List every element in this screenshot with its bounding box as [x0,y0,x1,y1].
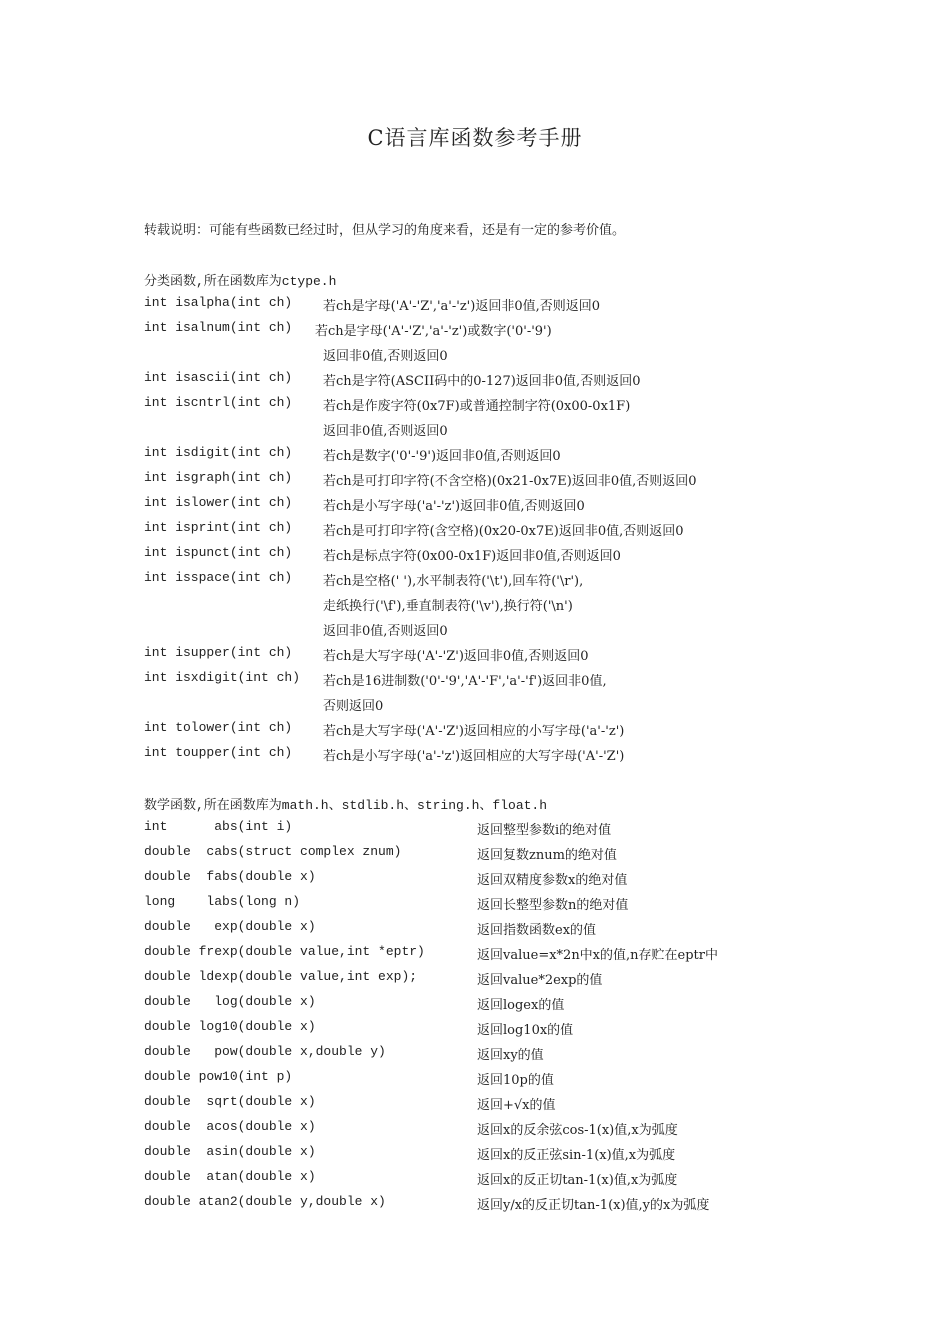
function-row [0,819,950,843]
function-description: 若ch是标点字符(0x00-0x1F)返回非0值,否则返回0 [323,549,621,564]
function-description: 若ch是空格(' '),水平制表符('\t'),回车符('\r'), [323,574,584,589]
function-row [0,844,950,868]
function-signature: int isalpha(int ch) [144,295,293,310]
function-row [0,720,950,744]
function-description: 否则返回0 [323,699,384,714]
function-row [0,1094,950,1118]
function-row [0,320,950,344]
function-signature: double pow10(int p) [144,1069,293,1084]
function-signature: double exp(double x) [144,919,316,934]
function-signature: int isxdigit(int ch) [144,670,301,685]
function-signature: int isspace(int ch) [144,570,293,585]
function-description: 返回logex的值 [477,998,565,1013]
function-row [0,869,950,893]
function-description: 若ch是大写字母('A'-'Z')返回相应的小写字母('a'-'z') [323,724,625,739]
function-description: 若ch是可打印字符(含空格)(0x20-0x7E)返回非0值,否则返回0 [323,524,684,539]
function-row [0,969,950,993]
function-description: 返回10p的值 [477,1073,554,1088]
function-description: 走纸换行('\f'),垂直制表符('\v'),换行符('\n') [323,599,573,614]
function-signature: int isascii(int ch) [144,370,293,385]
function-description: 返回复数znum的绝对值 [477,848,617,863]
function-row [0,595,950,619]
repost-note: 转载说明：可能有些函数已经过时，但从学习的角度来看，还是有一定的参考价值。 [144,223,626,238]
function-signature: int ispunct(int ch) [144,545,293,560]
function-signature: double sqrt(double x) [144,1094,316,1109]
function-row [0,620,950,644]
function-row [0,994,950,1018]
function-row [0,295,950,319]
function-row [0,395,950,419]
function-row [0,919,950,943]
function-row [0,495,950,519]
function-description: 若ch是字符(ASCII码中的0-127)返回非0值,否则返回0 [323,374,641,389]
function-signature: double ldexp(double value,int exp); [144,969,418,984]
function-description: 返回非0值,否则返回0 [323,349,448,364]
function-signature: int toupper(int ch) [144,745,293,760]
function-row [0,420,950,444]
function-signature: double log(double x) [144,994,316,1009]
function-signature: int iscntrl(int ch) [144,395,293,410]
function-description: 若ch是大写字母('A'-'Z')返回非0值,否则返回0 [323,649,589,664]
function-description: 返回+√x的值 [477,1098,556,1113]
math-section-heading: 数学函数,所在函数库为math.h、stdlib.h、string.h、float.h [144,798,548,813]
function-description: 若ch是作废字符(0x7F)或普通控制字符(0x00-0x1F) [323,399,631,414]
function-row [0,745,950,769]
function-signature: double pow(double x,double y) [144,1044,386,1059]
function-signature: double asin(double x) [144,1144,316,1159]
function-signature: double atan2(double y,double x) [144,1194,386,1209]
function-description: 若ch是可打印字符(不含空格)(0x21-0x7E)返回非0值,否则返回0 [323,474,697,489]
function-signature: int isgraph(int ch) [144,470,293,485]
function-row [0,1169,950,1193]
function-row [0,1044,950,1068]
function-description: 返回x的反正切tan-1(x)值,x为弧度 [477,1173,678,1188]
function-description: 返回value=x*2n中x的值,n存贮在eptr中 [477,948,718,963]
function-description: 返回双精度参数x的绝对值 [477,873,628,888]
ctype-section-heading: 分类函数,所在函数库为ctype.h [144,274,337,289]
function-description: 返回长整型参数n的绝对值 [477,898,629,913]
function-description: 若ch是数字('0'-'9')返回非0值,否则返回0 [323,449,561,464]
function-signature: long labs(long n) [144,894,301,909]
function-description: 返回xy的值 [477,1048,544,1063]
function-row [0,1194,950,1218]
function-row [0,470,950,494]
function-row [0,645,950,669]
page-title: C语言库函数参考手册 [367,126,583,150]
function-description: 返回x的反正弦sin-1(x)值,x为弧度 [477,1148,676,1163]
function-signature: int isalnum(int ch) [144,320,293,335]
function-signature: int isdigit(int ch) [144,445,293,460]
function-signature: int islower(int ch) [144,495,293,510]
function-row [0,345,950,369]
function-row [0,370,950,394]
function-row [0,445,950,469]
function-description: 返回y/x的反正切tan-1(x)值,y的x为弧度 [477,1198,710,1213]
function-description: 返回指数函数ex的值 [477,923,597,938]
function-description: 若ch是字母('A'-'Z','a'-'z')或数字('0'-'9') [315,324,552,339]
function-row [0,944,950,968]
function-row [0,695,950,719]
function-description: 返回x的反余弦cos-1(x)值,x为弧度 [477,1123,678,1138]
function-description: 若ch是16进制数('0'-'9','A'-'F','a'-'f')返回非0值, [323,674,607,689]
function-signature: double acos(double x) [144,1119,316,1134]
function-signature: double fabs(double x) [144,869,316,884]
function-description: 返回value*2exp的值 [477,973,603,988]
function-description: 返回非0值,否则返回0 [323,624,448,639]
function-row [0,1119,950,1143]
function-signature: double frexp(double value,int *eptr) [144,944,425,959]
function-row [0,1019,950,1043]
function-row [0,1144,950,1168]
function-description: 若ch是小写字母('a'-'z')返回相应的大写字母('A'-'Z') [323,749,625,764]
function-row [0,520,950,544]
function-signature: int tolower(int ch) [144,720,293,735]
function-signature: int isupper(int ch) [144,645,293,660]
function-row [0,545,950,569]
function-description: 返回log10x的值 [477,1023,574,1038]
function-description: 返回非0值,否则返回0 [323,424,448,439]
function-row [0,894,950,918]
function-row [0,570,950,594]
function-signature: double cabs(struct complex znum) [144,844,402,859]
function-signature: double log10(double x) [144,1019,316,1034]
function-signature: int abs(int i) [144,819,293,834]
function-description: 返回整型参数i的绝对值 [477,823,612,838]
function-row [0,670,950,694]
function-signature: double atan(double x) [144,1169,316,1184]
function-signature: int isprint(int ch) [144,520,293,535]
function-row [0,1069,950,1093]
function-description: 若ch是字母('A'-'Z','a'-'z')返回非0值,否则返回0 [323,299,600,314]
function-description: 若ch是小写字母('a'-'z')返回非0值,否则返回0 [323,499,585,514]
